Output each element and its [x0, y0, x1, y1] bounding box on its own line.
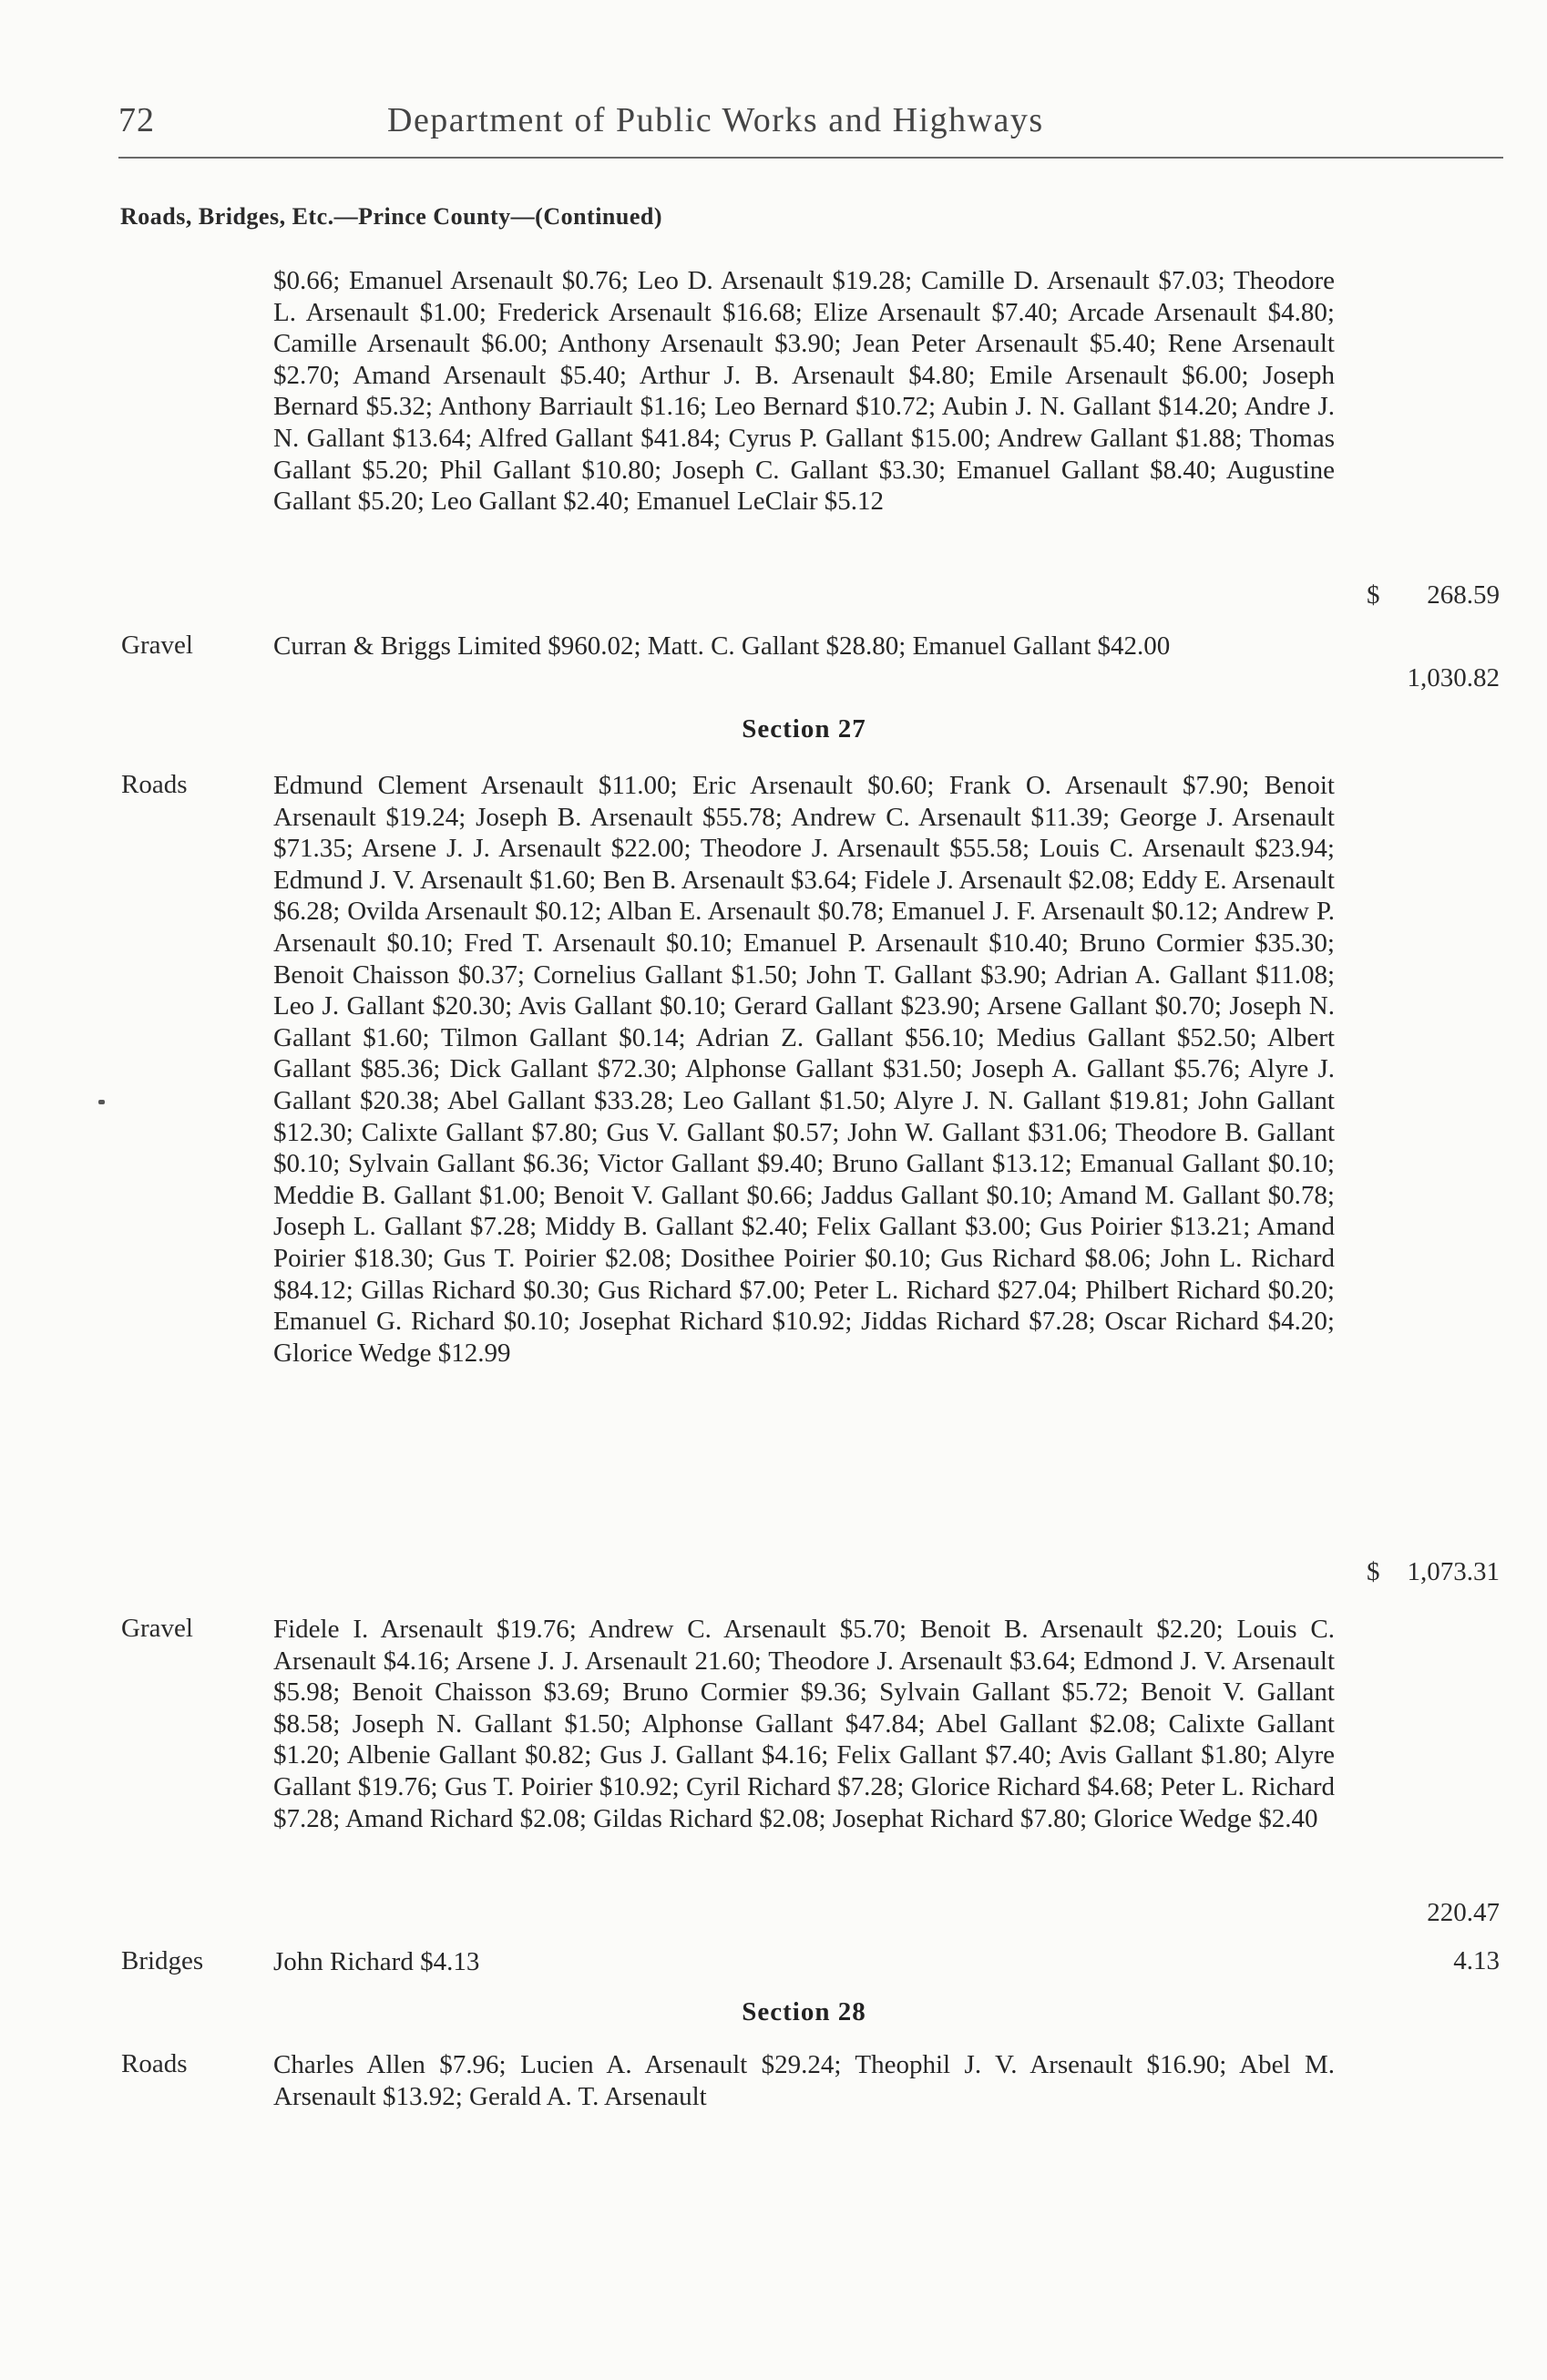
entry-label: Roads — [121, 770, 188, 799]
entry-label: Gravel — [121, 631, 193, 660]
entry-text: $0.66; Emanuel Arsenault $0.76; Leo D. Arsenault $19.28; Camille D. Arsenault $7.03; Theodore L. Arsenault $1.00; Frederick Arsenault $16.68; Elize Arsenault $7.40; Arcade Arsenault $4.80; Camille Arsenault $6.00; Anthony Arsenault $3.90; Jean Peter Arsenault $5.40; Rene Arsenault $2.70; Amand Arsenault $5.40; Arthur J. B. Arsenault $4.80; Emile Arsenault $6.00; Joseph Bernard $5.32; Anthony Barriault $1.16; Leo Bernard $10.72; Aubin J. N. Gallant $14.20; Andre J. N. Gallant $13.64; Alfred Gallant $41.84; Cyrus P. Gallant $15.00; Andrew Gallant $1.88; Thomas Gallant $5.20; Phil Gallant $10.80; Joseph C. Gallant $3.30; Emanuel Gallant $8.40; Augustine Gallant $5.20; Leo Gallant $2.40; Emanuel LeClair $5.12 — [273, 266, 1335, 517]
margin-mark — [98, 1100, 105, 1104]
section-heading: Section 27 — [742, 714, 866, 744]
entry-amount: 4.13 — [1453, 1946, 1500, 1975]
entry-text: Edmund Clement Arsenault $11.00; Eric Arsenault $0.60; Frank O. Arsenault $7.90; Benoit Arsenault $19.24; Joseph B. Arsenault $55.78; Andrew C. Arsenault $11.39; George J. Arsenault $71.35; Arsene J. J. Arsenault $22.00; Theodore J. Arsenault $55.58; Louis C. Arsenault $23.94; Edmund J. V. Arsenault $1.60; Ben B. Arsenault $3.64; Fidele J. Arsenault $2.08; Eddy E. Arsenault $6.28; Ovilda Arsenault $0.12; Alban E. Arsenault $0.78; Emanuel J. F. Arsenault $0.12; Andrew P. Arsenault $0.10; Fred T. Arsenault $0.10; Emanuel P. Arsenault $10.40; Bruno Cormier $35.30; Benoit Chaisson $0.37; Cornelius Gallant $1.50; John T. Gallant $3.90; Adrian A. Gallant $11.08; Leo J. Gallant $20.30; Avis Gallant $0.10; Gerard Gallant $23.90; Arsene Gallant $0.70; Joseph N. Gallant $1.60; Tilmon Gallant $0.14; Adrian Z. Gallant $56.10; Medius Gallant $52.50; Albert Gallant $85.36; Dick Gallant $72.30; Alphonse Gallant $31.50; Joseph A. Gallant $5.76; Alyre J. Gallant $20.38; Abel Gallant $33.28; Leo Gallant $1.50; Alyre J. N. Gallant $19.81; John Gallant $12.30; Calixte Gallant $7.80; Gus V. Gallant $0.57; John W. Gallant $31.06; Theodore B. Gallant $0.10; Sylvain Gallant $6.36; Victor Gallant $9.40; Bruno Gallant $13.12; Emanual Gallant $0.10; Meddie B. Gallant $1.00; Benoit V. Gallant $0.66; Jaddus Gallant $0.10; Amand M. Gallant $0.78; Joseph L. Gallant $7.28; Middy B. Gallant $2.40; Felix Gallant $3.00; Gus Poirier $13.21; Amand Poirier $18.30; Gus T. Poirier $2.08; Dosithee Poirier $0.10; Gus Richard $8.06; John L. Richard $84.12; Gillas Richard $0.30; Gus Richard $7.00; Peter L. Richard $27.04; Philbert Richard $0.20; Emanuel G. Richard $0.10; Josephat Richard $10.92; Jiddas Richard $7.28; Oscar Richard $4.20; Glorice Wedge $12.99 — [273, 771, 1335, 1368]
entry-label: Roads — [121, 2049, 188, 2078]
entry-amount: 220.47 — [1427, 1898, 1500, 1927]
section-caption: Roads, Bridges, Etc.—Prince County—(Continued) — [120, 203, 663, 230]
entry-amount: 268.59 — [1427, 580, 1500, 610]
section-heading: Section 28 — [742, 1997, 866, 2026]
page-header — [118, 100, 1503, 155]
entry-label: Bridges — [121, 1946, 204, 1975]
entry-text: Fidele I. Arsenault $19.76; Andrew C. Arsenault $5.70; Benoit B. Arsenault $2.20; Louis C. Arsenault $4.16; Arsene J. J. Arsenault 21.60; Theodore J. Arsenault $3.64; Edmond J. V. Arsenault $5.98; Benoit Chaisson $3.69; Bruno Cormier $9.36; Sylvain Gallant $5.72; Benoit V. Gallant $8.58; Joseph N. Gallant $1.50; Alphonse Gallant $47.84; Abel Gallant $2.08; Calixte Gallant $1.20; Albenie Gallant $0.82; Gus J. Gallant $4.16; Felix Gallant $7.40; Avis Gallant $1.80; Alyre Gallant $19.76; Gus T. Poirier $10.92; Cyril Richard $7.28; Glorice Richard $4.68; Peter L. Richard $7.28; Amand Richard $2.08; Gildas Richard $2.08; Josephat Richard $7.80; Glorice Wedge $2.40 — [273, 1615, 1335, 1833]
dollar-sign: $ — [1367, 1557, 1380, 1586]
dollar-sign: $ — [1367, 580, 1380, 610]
entry-label: Gravel — [121, 1614, 193, 1643]
entry-text: Curran & Briggs Limited $960.02; Matt. C. Gallant $28.80; Emanuel Gallant $42.00 — [273, 631, 1171, 661]
running-title: Department of Public Works and Highways — [387, 101, 1044, 139]
entry-amount: 1,073.31 — [1407, 1557, 1500, 1586]
entry-text: John Richard $4.13 — [273, 1947, 480, 1976]
page-number: 72 — [118, 101, 155, 139]
entry-amount: 1,030.82 — [1407, 663, 1500, 692]
header-rule — [118, 157, 1503, 159]
entry-text: Charles Allen $7.96; Lucien A. Arsenault $29.24; Theophil J. V. Arsenault $16.90; Abel M. Arsenault $13.92; Gerald A. T. Arsenault — [273, 2050, 1335, 2111]
